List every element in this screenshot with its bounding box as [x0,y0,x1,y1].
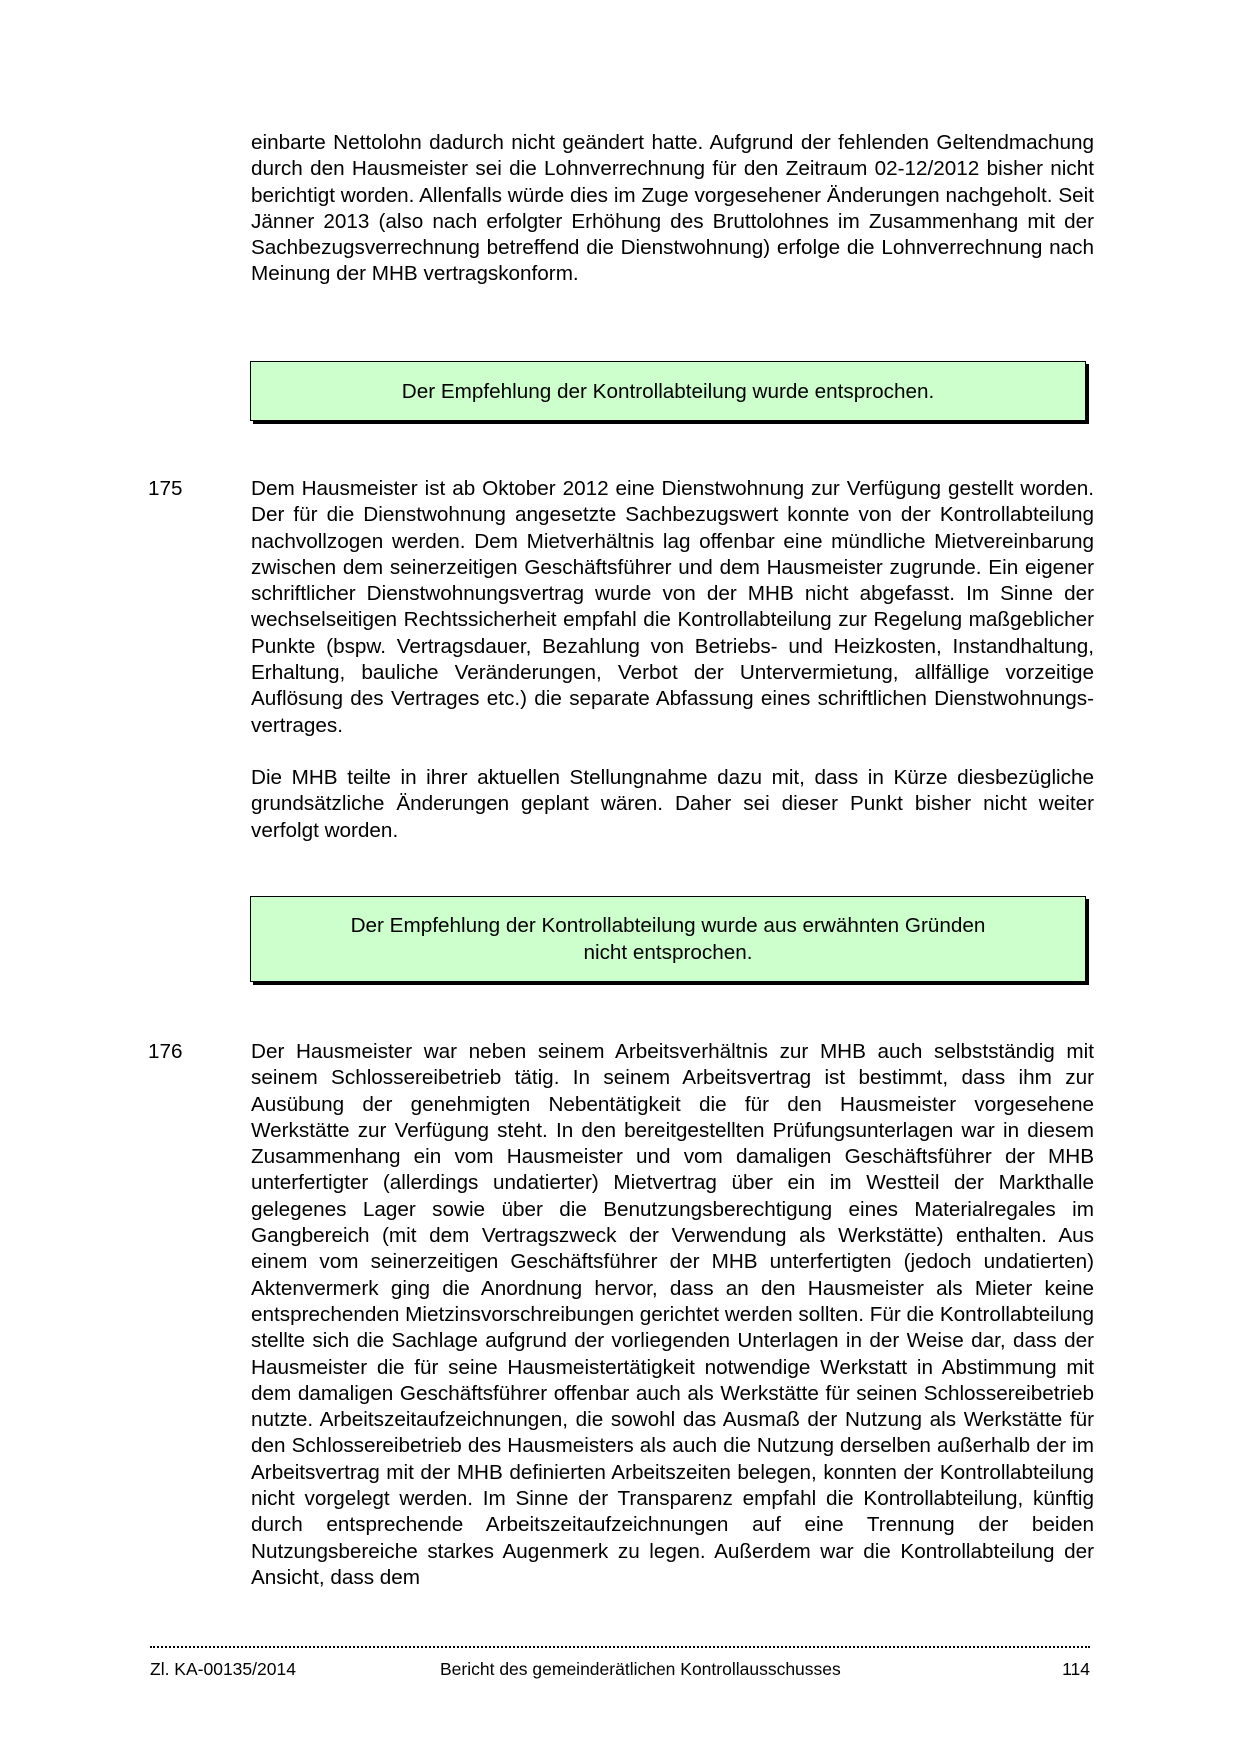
section-175-body [251,476,1094,844]
paragraph-text: einbarte Nettolohn dadurch nicht geändert hatte. Aufgrund der fehlenden Geltendmachung durch den Hausmeister sei die Lohnverrechnung für den Zeitraum 02-12/2012 bisher nicht berichtigt worden. Allenfalls würde dies im Zuge vorgesehener Änderungen nachgeholt. Seit Jänner 2013 (also nach erfolgter Erhöhung des Bruttolohnes im Zusammenhang mit der Sachbezugsverrechnung betreffend die Dienstwohnung) erfolge die Lohnverrechnung nach Meinung der MHB vertragskonform. [251,131,1094,286]
recommendation-status-text: nicht entsprochen. [583,941,753,964]
footer-reference: Zl. KA-00135/2014 [150,1659,296,1679]
recommendation-status-text: Der Empfehlung der Kontrollabteilung wurde entsprochen. [401,379,935,403]
recommendation-status-text: Der Empfehlung der Kontrollabteilung wurde aus erwähnten Gründen [350,914,986,937]
footer-divider [150,1646,1090,1648]
paragraph-text: Der Hausmeister war neben seinem Arbeitsverhältnis zur MHB auch selbstständig mit seinem Schlossereibetrieb tätig. In seinem Arbeitsvertrag ist bestimmt, dass ihm zur Ausübung der genehmigten Nebentätigkeit die für den Hausmeister vorgesehene Werkstätte zur Verfügung steht. In den bereitgestellten Prüfungsunterlagen war in diesem Zusammenhang ein vom Hausmeister und vom damaligen Geschäftsführer der MHB unterfertigter (allerdings undatierter) Mietvertrag über ein im Westteil der Markthalle gelegenes Lager sowie über die Benutzungsberechtigung eines Materialregales im Gangbereich (mit dem Vertragszweck der Verwendung als Werkstätte) enthalten. Aus einem vom seinerzeitigen Geschäftsführer der MHB unterfertigten (jedoch undatierten) Aktenvermerk ging die Anordnung hervor, dass an den Hausmeister als Mieter keine entsprechenden Mietzinsvorschreibungen gerichtet werden sollten. Für die Kontrollabteilung stellte sich die Sachlage aufgrund der vorliegenden Unterlagen in der Weise dar, dass der Hausmeister die für seine Hausmeistertätigkeit notwendige Werkstatt in Abstimmung mit dem damaligen Geschäftsführer offenbar auch als Werkstätte für seinen Schlossereibetrieb nutzte. Arbeitszeitaufzeichnungen, die sowohl das Ausmaß der Nutzung als Werkstätte für den Schlossereibetrieb des Hausmeisters als auch die Nutzung derselben außerhalb der im Arbeitsvertrag mit der MHB definierten Arbeitszeiten belegen, konnten der Kontrollabteilung nicht vorgelegt werden. Im Sinne der Transparenz empfahl die Kontrollabteilung, künftig durch entsprechende Arbeitszeitaufzeichnungen auf eine Trennung der beiden Nutzungsbereiche starkes Augenmerk zu legen. Außerdem war die Kontrollabteilung der Ansicht, dass dem [251,1040,1094,1589]
recommendation-status-box [250,361,1086,421]
paragraph-text: Dem Hausmeister ist ab Oktober 2012 eine Dienstwohnung zur Verfügung gestellt worden. Der für die Dienstwohnung angesetzte Sachbezugswert konnte von der Kontrollabteilung nachvollzogen werden. Dem Mietverhältnis lag offenbar eine mündliche Mietvereinbarung zwischen dem seinerzeitigen Geschäftsführer und dem Hausmeister zugrunde. Ein eigener schriftlicher Dienstwohnungsvertrag wurde von der MHB nicht abgefasst. Im Sinne der wechselseitigen Rechtssicherheit empfahl die Kontrollabteilung zur Regelung maßgeblicher Punkte (bspw. Vertragsdauer, Bezahlung von Betriebs- und Heizkosten, Instandhaltung, Erhaltung, bauliche Veränderungen, Verbot der Untervermietung, allfällige vorzeitige Auflösung des Vertrages etc.) die separate Abfassung eines schriftlichen Dienstwohnungsvertrages. [251,477,1094,737]
page-number: 114 [1062,1659,1090,1679]
paragraph-continuation [251,130,1094,288]
section-number: 175 [148,477,183,500]
footer-title: Bericht des gemeinderätlichen Kontrollausschusses [440,1659,841,1679]
recommendation-status-box [250,896,1086,982]
paragraph-text: Die MHB teilte in ihrer aktuellen Stellungnahme dazu mit, dass in Kürze diesbezügliche grundsätzliche Änderungen geplant wären. Daher sei dieser Punkt bisher nicht weiter verfolgt worden. [251,765,1094,842]
section-176-body [251,1039,1094,1591]
section-number: 176 [148,1040,183,1063]
